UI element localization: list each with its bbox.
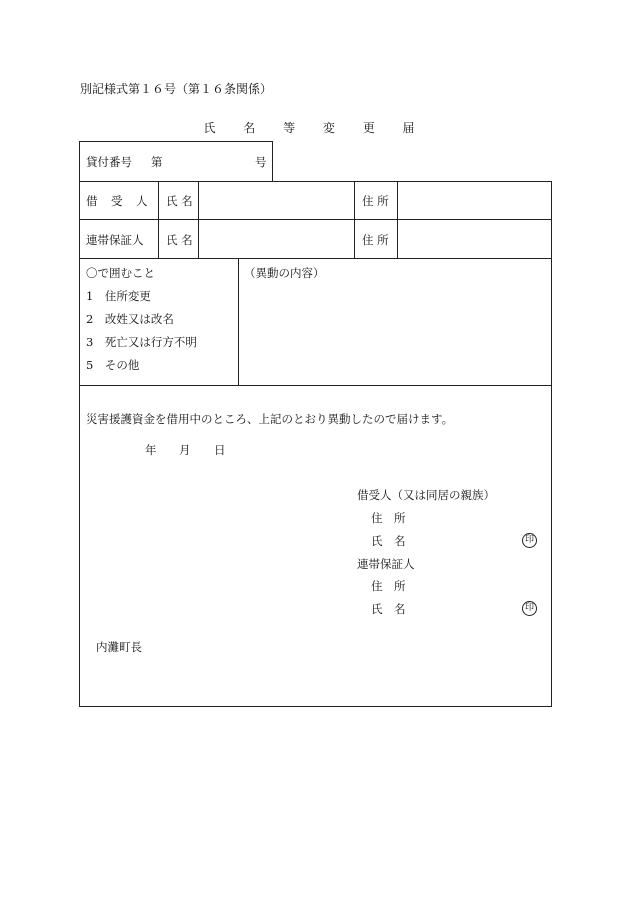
guarantor-name-label: 氏 名 [166,233,193,247]
loan-number-label: 貸付番号 [86,155,132,169]
change-notification-form [79,141,552,707]
loan-number-field[interactable] [165,149,251,171]
form-number-header: 別記様式第１６号（第１６条関係） [80,82,273,96]
date-month: 月 [179,443,191,457]
borrower-address-field[interactable] [401,185,547,215]
change-details-field[interactable] [244,283,544,379]
guarantor-signature-address-label: 住 所 [371,579,406,593]
form-title: 氏 名 等 変 更 届 [203,121,427,135]
date-day: 日 [214,443,226,457]
option-name-change[interactable]: 2 改姓又は改名 [86,312,174,326]
borrower-name-label: 氏 名 [166,194,193,208]
borrower-signature-name-label: 氏 名 [371,534,406,548]
option-address-change[interactable]: 1 住所変更 [86,289,151,303]
guarantor-seal-icon: 印 [522,601,537,616]
borrower-seal-icon: 印 [522,533,537,548]
borrower-signature-heading: 借受人（又は同居の親族） [357,488,495,502]
date-year: 年 [145,443,157,457]
borrower-label: 借 受 人 [86,194,149,208]
guarantor-address-field[interactable] [401,224,547,254]
options-heading: 〇で囲むこと [86,266,155,280]
loan-number-suffix: 号 [255,155,267,169]
borrower-signature-address-label: 住 所 [371,511,406,525]
guarantor-address-label: 住 所 [362,233,389,247]
option-other[interactable]: 5 その他 [86,358,140,372]
change-details-label: （異動の内容） [244,266,325,280]
guarantor-signature-heading: 連帯保証人 [357,557,415,571]
borrower-name-field[interactable] [201,185,351,215]
guarantor-name-field[interactable] [201,224,351,254]
guarantor-label: 連帯保証人 [86,233,144,247]
declaration-text: 災害援護資金を借用中のところ、上記のとおり異動したので届けます。 [86,412,454,426]
guarantor-signature-name-label: 氏 名 [371,602,406,616]
loan-number-prefix: 第 [151,155,163,169]
borrower-address-label: 住 所 [362,194,389,208]
option-death-or-missing[interactable]: 3 死亡又は行方不明 [86,335,197,349]
addressee: 内灘町長 [96,640,142,654]
